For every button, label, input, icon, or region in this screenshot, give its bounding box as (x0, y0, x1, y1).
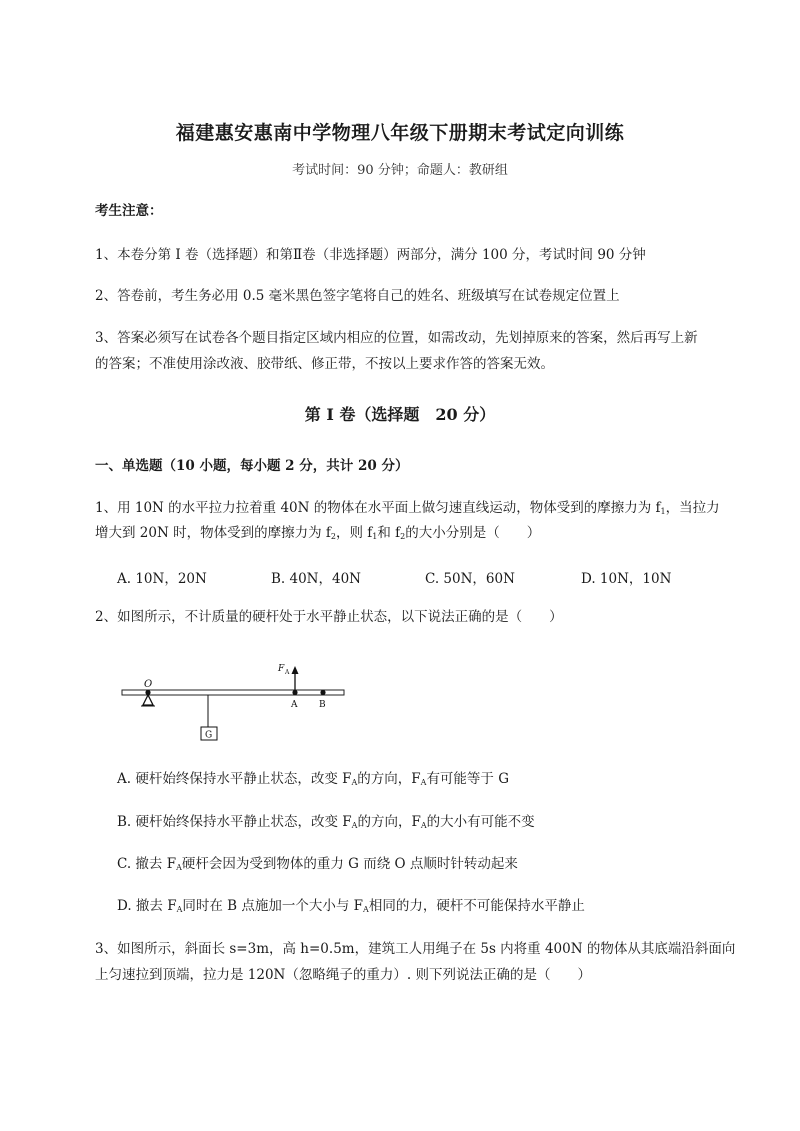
notice-item-1: 1、本卷分第 I 卷（选择题）和第Ⅱ卷（非选择题）两部分，满分 100 分，考试时间 90 分钟 (95, 247, 646, 263)
q2-option-d: D. 撤去 $F_A$同时在 B 点施加一个大小与 $F_A$相同的力，硬杆不可能保持水平静止 (117, 898, 585, 914)
q2-option-a: A. 硬杆始终保持水平静止状态，改变 $F_A$的方向，$F_A$有可能等于 G (117, 771, 510, 787)
q3-stem-line1: 3、如图所示，斜面长 s=3m，高 h=0.5m，建筑工人用绳子在 5s 内将重 400N 的物体从其底端沿斜面向 (95, 941, 736, 957)
q3-stem-line2: 上匀速拉到顶端，拉力是 120N（忽略绳子的重力）. 则下列说法正确的是（ ） (95, 967, 591, 983)
part-heading: 一、单选题（10 小题，每小题 2 分，共计 20 分） (95, 458, 409, 474)
notice-item-2: 2、答卷前，考生务必用 0.5 毫米黑色签字笔将自己的姓名、班级填写在试卷规定位置上 (95, 288, 620, 304)
section-title: 第 I 卷（选择题 20 分） (304, 405, 496, 424)
q1-stem-line1: 1、用 10N 的水平拉力拉着重 40N 的物体在水平面上做匀速直线运动，物体受到的摩擦力为 $f_1$，当拉力 (95, 500, 720, 516)
q2-option-c: C. 撤去 $F_A$硬杆会因为受到物体的重力 G 而绕 O 点顺时针转动起来 (117, 856, 518, 872)
fulcrum-icon (143, 695, 153, 705)
page-title: 福建惠安惠南中学物理八年级下册期末考试定向训练 (175, 122, 625, 144)
label-fa: F (278, 664, 285, 674)
label-b: B (319, 700, 326, 710)
q1-stem-line2: 增大到 20N 时，物体受到的摩擦力为 $f_2$，则 $f_1$和 $f_2$的大小分别是（ ） (95, 525, 541, 541)
point-b (320, 690, 325, 695)
lever-rod (122, 690, 344, 695)
label-a: A (291, 700, 298, 710)
notice-item-3-cont: 的答案；不准使用涂改液、胶带纸、修正带，不按以上要求作答的答案无效。 (95, 356, 554, 372)
label-o: O (144, 679, 153, 690)
notice-heading: 考生注意： (95, 203, 163, 219)
q2-option-b: B. 硬杆始终保持水平静止状态，改变 $F_A$的方向，$F_A$的大小有可能不变 (117, 814, 535, 830)
label-g: G (205, 730, 213, 741)
notice-item-3: 3、答案必须写在试卷各个题目指定区域内相应的位置，如需改动，先划掉原来的答案，然后再写上新 (95, 330, 698, 346)
q1-option-d: D. 10N，10N (581, 571, 672, 587)
lever-diagram (110, 655, 360, 750)
label-fa-sub: A (285, 669, 290, 676)
arrow-head-icon (292, 666, 299, 674)
page-subtitle: 考试时间：90 分钟；命题人：教研组 (292, 163, 508, 178)
q1-option-b: B. 40N，40N (271, 571, 361, 587)
q1-option-a: A. 10N，20N (117, 571, 207, 587)
q1-option-c: C. 50N，60N (425, 571, 515, 587)
q2-stem: 2、如图所示，不计质量的硬杆处于水平静止状态，以下说法正确的是（ ） (95, 609, 563, 625)
